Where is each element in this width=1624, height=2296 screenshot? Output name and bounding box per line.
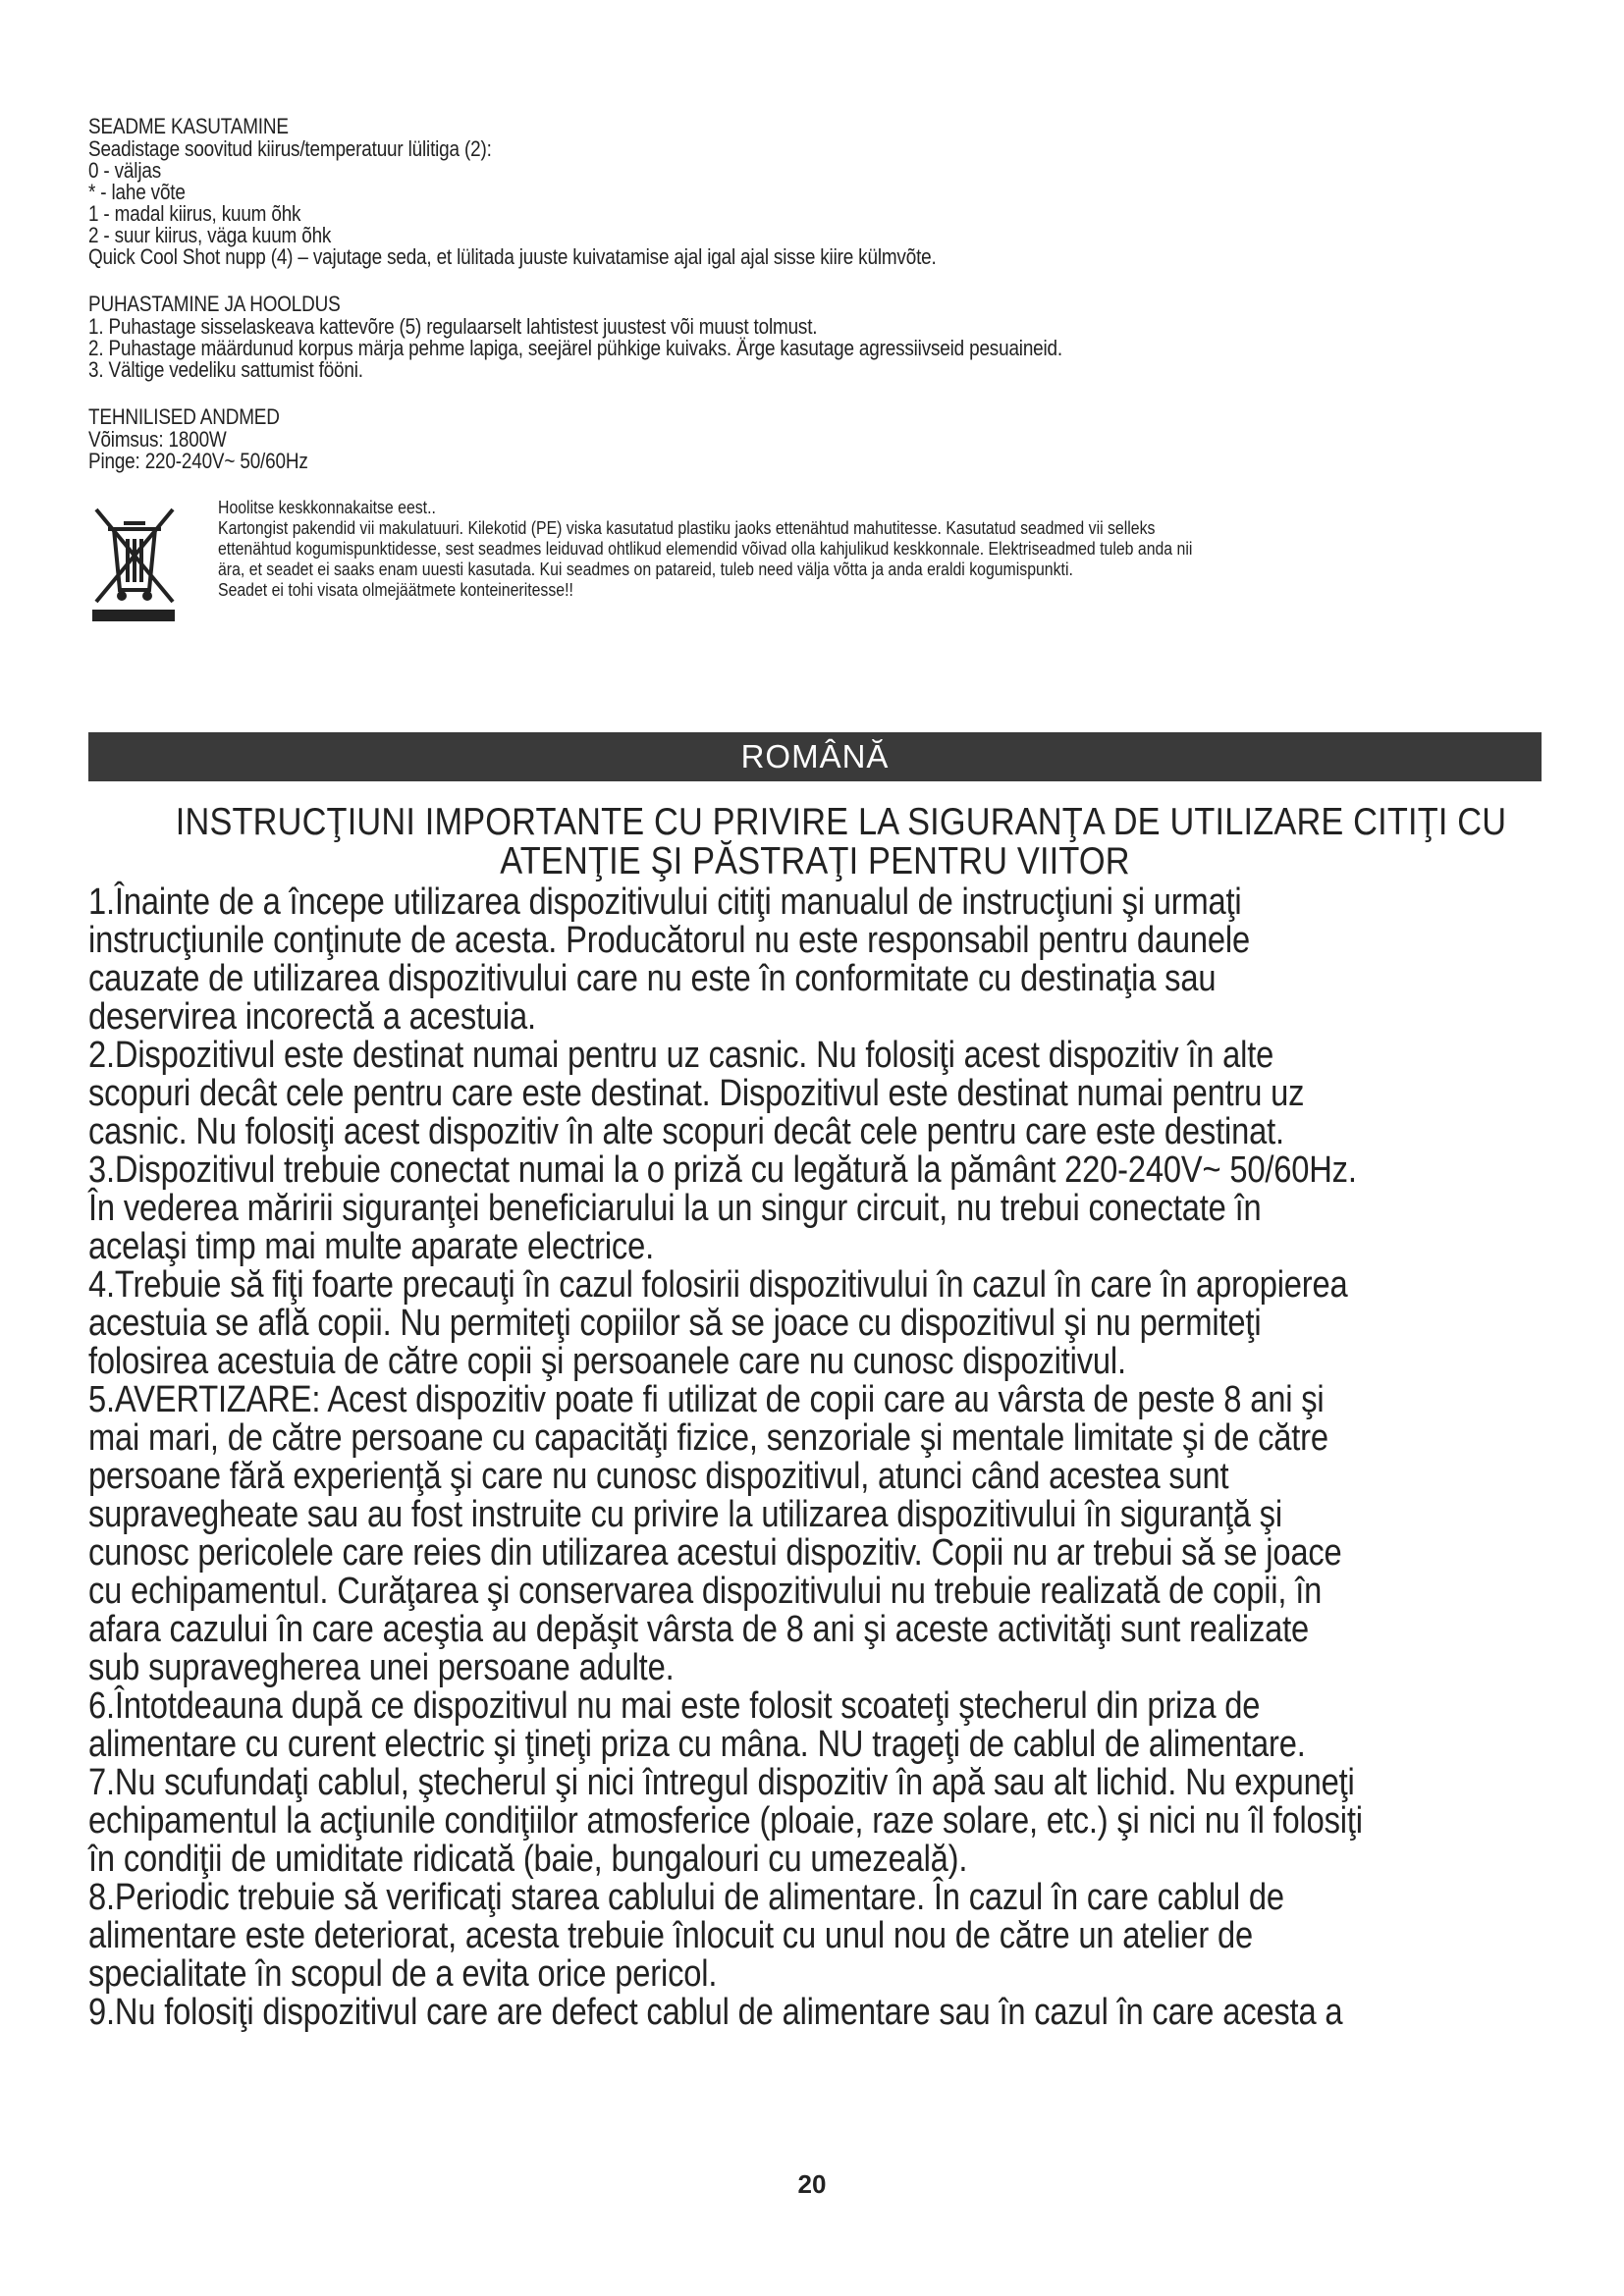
weee-line: Hoolitse keskkonnakaitse eest..: [218, 498, 436, 517]
usage-line: Quick Cool Shot nupp (4) – vajutage seda, et lülitada juuste kuivatamise ajal igal ajal sisse kiire külmvõte.: [88, 244, 937, 269]
title-line: ATENŢIE ŞI PĂSTRAŢI PENTRU VIITOR: [500, 840, 1130, 882]
instruction-line: afara cazului în care aceştia au depăşit vârsta de 8 ani şi aceste activităţi sunt realizate: [88, 1609, 1310, 1650]
romanian-instructions: [88, 883, 1542, 2032]
weee-line: ära, et seadet ei saaks enam uuesti kasutada. Kui seadmes on patareid, tuleb need välja võtta ja anda eraldi kogumispunkti.: [218, 560, 1073, 579]
cleaning-line: 1. Puhastage sisselaskeava kattevõre (5) regulaarselt lahtistest juustest või muust tolmust.: [88, 314, 818, 339]
romanian-title: [88, 803, 1542, 881]
estonian-section: [88, 116, 1542, 625]
instruction-line: 2.Dispozitivul este destinat numai pentru uz casnic. Nu folosiţi acest dispozitiv în alte: [88, 1035, 1274, 1076]
specs-line: Võimsus: 1800W: [88, 427, 227, 452]
weee-text: [218, 498, 1326, 601]
specs-line: Pinge: 220-240V~ 50/60Hz: [88, 449, 308, 473]
usage-heading: SEADME KASUTAMINE: [88, 114, 289, 138]
instruction-line: 1.Înainte de a începe utilizarea dispozitivului citiţi manualul de instrucţiuni şi urmaţi: [88, 881, 1242, 923]
usage-line: * - lahe võte: [88, 180, 186, 204]
instruction-line: cu echipamentul. Curăţarea şi conservarea dispozitivului nu trebuie realizată de copii, în: [88, 1571, 1323, 1612]
instruction-line: cauzate de utilizarea dispozitivului care nu este în conformitate cu destinaţia sau: [88, 958, 1217, 999]
instruction-line: echipamentul la acţiunile condiţiilor atmosferice (ploaie, raze solare, etc.) şi nici nu îl folosiţi: [88, 1800, 1363, 1842]
crossed-out-wheelie-bin-icon: [88, 500, 179, 625]
weee-line: Kartongist pakendid vii makulatuuri. Kilekotid (PE) viska kasutatud plastiku jaoks ettenähtud mahutitesse. Kasutatud seadmed vii selleks: [218, 518, 1156, 538]
weee-line: ettenähtud kogumispunktidesse, sest seadmes leiduvad ohtlikud elemendid võivad olla kahjulikud keskkonnale. Elektriseadmed tuleb anda nii: [218, 539, 1193, 559]
usage-line: 2 - suur kiirus, väga kuum õhk: [88, 223, 332, 247]
instruction-line: 3.Dispozitivul trebuie conectat numai la o priză cu legătură la pământ 220-240V~ 50/60Hz.: [88, 1149, 1357, 1191]
instruction-line: scopuri decât cele pentru care este destinat. Dispozitivul este destinat numai pentru uz: [88, 1073, 1305, 1114]
cleaning-section: [88, 294, 1542, 381]
instruction-line: folosirea acestuia de către copii şi persoanele care nu cunosc dispozitivul.: [88, 1341, 1126, 1382]
weee-line: Seadet ei tohi visata olmejäätmete konteineritesse!!: [218, 580, 573, 600]
usage-line: Seadistage soovitud kiirus/temperatuur lülitiga (2):: [88, 136, 492, 161]
instruction-line: În vederea măririi siguranţei beneficiarului la un singur circuit, nu trebui conectate în: [88, 1188, 1262, 1229]
language-header-bar: ROMÂNĂ: [88, 732, 1542, 781]
instruction-line: casnic. Nu folosiţi acest dispozitiv în alte scopuri decât cele pentru care este destinat.: [88, 1111, 1284, 1152]
instruction-line: alimentare cu curent electric şi ţineţi priza cu mâna. NU trageţi de cablul de alimentare.: [88, 1724, 1306, 1765]
instruction-line: 8.Periodic trebuie să verificaţi starea cablului de alimentare. În cazul în care cablul de: [88, 1877, 1284, 1918]
usage-line: 1 - madal kiirus, kuum õhk: [88, 201, 301, 226]
instruction-line: acelaşi timp mai multe aparate electrice.: [88, 1226, 654, 1267]
cleaning-line: 3. Vältige vedeliku sattumist fööni.: [88, 357, 363, 382]
instruction-line: deservirea incorectă a acestuia.: [88, 996, 536, 1038]
instruction-line: 4.Trebuie să fiţi foarte precauţi în cazul folosirii dispozitivului în cazul în care în apropierea: [88, 1264, 1348, 1306]
instruction-line: 6.Întotdeauna după ce dispozitivul nu mai este folosit scoateţi ştecherul din priza de: [88, 1685, 1261, 1727]
instruction-line: 5.AVERTIZARE: Acest dispozitiv poate fi utilizat de copii care au vârsta de peste 8 ani şi: [88, 1379, 1325, 1420]
instruction-line: instrucţiunile conţinute de acesta. Producătorul nu este responsabil pentru daunele: [88, 920, 1250, 961]
instruction-line: sub supravegherea unei persoane adulte.: [88, 1647, 675, 1688]
instruction-line: în condiţii de umiditate ridicată (baie, bungalouri cu umezeală).: [88, 1839, 968, 1880]
instruction-line: 7.Nu scufundaţi cablul, ştecherul şi nici întregul dispozitiv în apă sau alt lichid. Nu expuneţi: [88, 1762, 1355, 1803]
cleaning-heading: PUHASTAMINE JA HOOLDUS: [88, 292, 341, 316]
cleaning-line: 2. Puhastage määrdunud korpus märja pehme lapiga, seejärel pühkige kuivaks. Ärge kasutage agressiivseid pesuaineid.: [88, 336, 1063, 360]
instruction-line: alimentare este deteriorat, acesta trebuie înlocuit cu unul nou de către un atelier de: [88, 1915, 1254, 1956]
usage-line: 0 - väljas: [88, 158, 162, 183]
title-line: INSTRUCŢIUNI IMPORTANTE CU PRIVIRE LA SIGURANŢA DE UTILIZARE CITIŢI CU: [175, 801, 1507, 843]
page-number: 20: [797, 2169, 827, 2199]
instruction-line: persoane fără experienţă şi care nu cunosc dispozitivul, atunci când acestea sunt: [88, 1456, 1229, 1497]
instruction-line: acestuia se află copii. Nu permiteţi copiilor să se joace cu dispozitivul şi nu permiteţi: [88, 1303, 1262, 1344]
specs-heading: TEHNILISED ANDMED: [88, 404, 280, 429]
weee-notice: [88, 498, 1542, 625]
instruction-line: supravegheate sau au fost instruite cu privire la utilizarea dispozitivului în siguranţă şi: [88, 1494, 1282, 1535]
usage-section: [88, 116, 1542, 268]
instruction-line: specialitate în scopul de a evita orice pericol.: [88, 1953, 718, 1995]
instruction-line: 9.Nu folosiţi dispozitivul care are defect cablul de alimentare sau în cazul în care acesta a: [88, 1992, 1343, 2033]
specs-section: [88, 406, 1542, 472]
instruction-line: mai mari, de către persoane cu capacităţi fizice, senzoriale şi mentale limitate şi de către: [88, 1417, 1328, 1459]
instruction-line: cunosc pericolele care reies din utilizarea acestui dispozitiv. Copii nu ar trebui să se joace: [88, 1532, 1342, 1574]
